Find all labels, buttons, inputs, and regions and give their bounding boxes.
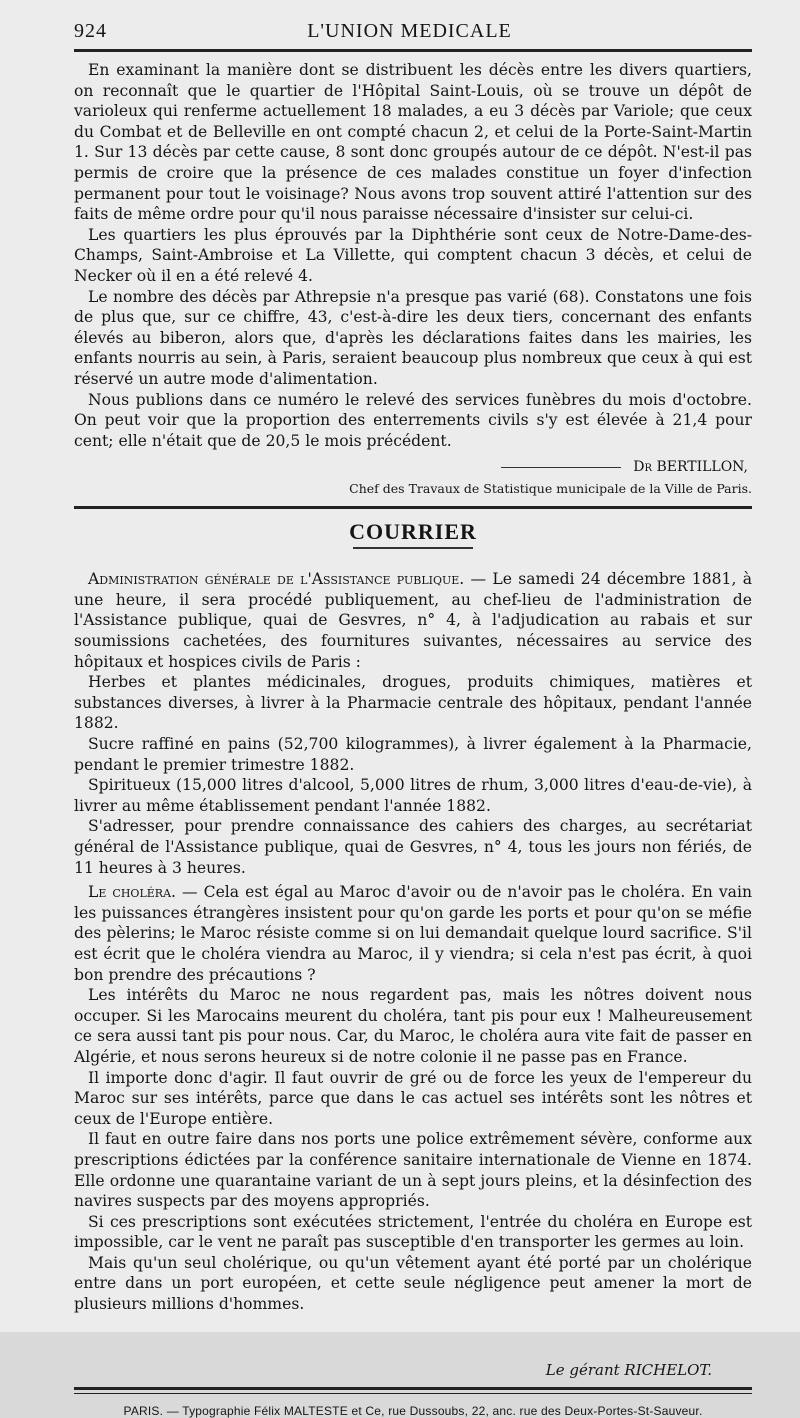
courrier-paragraph: Spiritueux (15,000 litres d'alcool, 5,000 litres de rhum, 3,000 litres d'eau-de-vie), à livrer au même établissement pendant l'année 1882.: [74, 776, 752, 815]
courrier-paragraph: [74, 569, 752, 672]
item-text: — Le samedi 24 décembre 1881, à une heure, il sera procédé publiquement, au chef-lieu de l'administration de l'Assistance publique, quai de Gesvres, n° 4, à l'adjudication au rabais et sur soumissions cachetées, des fournitures suivantes, nécessaires au service des hôpitaux et hospices civils de Paris :: [74, 570, 752, 671]
signature-rule: [501, 467, 621, 468]
courrier-paragraph: Il importe donc d'agir. Il faut ouvrir de gré ou de force les yeux de l'empereur du Maroc sur ses intérêts, parce que dans le cas actuel ses intérêts sont les nôtres et ceux de l'Europe entière.: [74, 1068, 752, 1128]
article-paragraph: Le nombre des décès par Athrepsie n'a presque pas varié (68). Constatons une fois de plus que, sur ce chiffre, 43, c'est-à-dire les deux tiers, concernant des enfants élevés au biberon, alors que, d'après les déclarations faites dans les mairies, les enfants nourris au sein, à Paris, seraient beaucoup plus nombreux que ceux à qui est réservé un autre mode d'alimentation.: [74, 287, 752, 388]
section-title: [74, 519, 752, 549]
courrier-paragraph: Sucre raffiné en pains (52,700 kilogrammes), à livrer également à la Pharmacie, pendant le premier trimestre 1882.: [74, 735, 752, 774]
section-divider: [74, 506, 752, 509]
courrier-paragraph: Il faut en outre faire dans nos ports une police extrêmement sévère, conforme aux prescriptions édictées par la conférence sanitaire internationale de Vienne en 1874. Elle ordonne une quarantaine variant de un à sept jours pleins, et la désinfection des navires suspects par des moyens appropriés.: [74, 1130, 752, 1211]
article-paragraph: Nous publions dans ce numéro le relevé des services funèbres du mois d'octobre. On peut voir que la proportion des enterrements civils s'y est élevée à 21,4 pour cent; elle n'était que de 20,5 le mois précédent.: [74, 390, 752, 450]
item-text: — Cela est égal au Maroc d'avoir ou de n'avoir pas le choléra. En vain les puissances étrangères insistent pour qu'on garde les ports et pour qu'on se méfie des pèlerins; le Maroc résiste comme si on lui demandait quelque lourd sacrifice. S'il est écrit que le choléra viendra au Maroc, il y viendra; si cela n'est pas écrit, à quoi bon prendre des précautions ?: [74, 883, 752, 984]
courrier-paragraph: Les intérêts du Maroc ne nous regardent pas, mais les nôtres doivent nous occuper. Si les Marocains meurent du choléra, tant pis pour eux ! Malheureusement ce sera aussi tant pis pour nous. Car, du Maroc, le choléra aura vite fait de passer en Algérie, et nous serons heureux si de notre colonie il ne passe pas en France.: [74, 986, 752, 1066]
courrier-body: [74, 569, 752, 1314]
running-head: [74, 20, 752, 52]
courrier-paragraph: Mais qu'un seul cholérique, ou qu'un vêtement ayant été porté par un cholérique entre dans un port européen, et cette seule négligence peut amener la mort de plusieurs millions d'hommes.: [74, 1253, 752, 1314]
gerant-signature: Le gérant RICHELOT.: [545, 1360, 712, 1379]
courrier-paragraph: [74, 882, 752, 985]
article-paragraph: En examinant la manière dont se distribuent les décès entre les divers quartiers, on reconnaît que le quartier de l'Hôpital Saint-Louis, où se trouve un dépôt de varioleux qui renferme actuellement 18 malades, a eu 3 décès par Variole; que ceux du Combat et de Belleville en ont compté chacun 2, et celui de la Porte-Saint-Martin 1. Sur 13 décès par cette cause, 8 sont donc groupés autour de ce dépôt. N'est-il pas permis de croire que la présence de ces malades constitue un foyer d'infection permanent pour tout le voisinage? Nous avons trop souvent attiré l'attention sur des faits de même ordre pour qu'il nous paraisse nécessaire d'insister sur celui-ci.: [74, 61, 752, 224]
article-body: [74, 60, 752, 451]
signature-name: Dr BERTILLON,: [633, 459, 748, 476]
footer-divider: [74, 1387, 752, 1394]
section-title-rule: [353, 547, 473, 549]
signature: [74, 459, 752, 475]
article-paragraph: Les quartiers les plus éprouvés par la Diphthérie sont ceux de Notre-Dame-des-Champs, Saint-Ambroise et La Villette, qui comptent chacun 3 décès, et celui de Necker où il en a été relevé 4.: [74, 225, 752, 285]
courrier-paragraph: S'adresser, pour prendre connaissance des cahiers des charges, au secrétariat général de l'Assistance publique, quai de Gesvres, n° 4, tous les jours non fériés, de 11 heures à 3 heures.: [74, 817, 752, 877]
journal-title: L'UNION MEDICALE: [307, 20, 512, 42]
item-heading: Administration générale de l'Assistance publique.: [88, 570, 465, 589]
courrier-paragraph: Herbes et plantes médicinales, drogues, produits chimiques, matières et substances diverses, à livrer à la Pharmacie centrale des hôpitaux, pendant l'année 1882.: [74, 673, 752, 733]
section-title-text: COURRIER: [349, 519, 477, 545]
courrier-paragraph: Si ces prescriptions sont exécutées strictement, l'entrée du choléra en Europe est impossible, car le vent ne paraît pas susceptible d'en transporter les germes au loin.: [74, 1212, 752, 1252]
signature-affiliation: Chef des Travaux de Statistique municipale de la Ville de Paris.: [349, 481, 752, 497]
page-number: 924: [74, 20, 107, 42]
item-heading: Le choléra.: [88, 883, 176, 902]
printer-imprint: PARIS. — Typographie Félix MALTESTE et Ce, rue Dussoubs, 22, anc. rue des Deux-Portes-St-Sauveur.: [123, 1403, 703, 1418]
